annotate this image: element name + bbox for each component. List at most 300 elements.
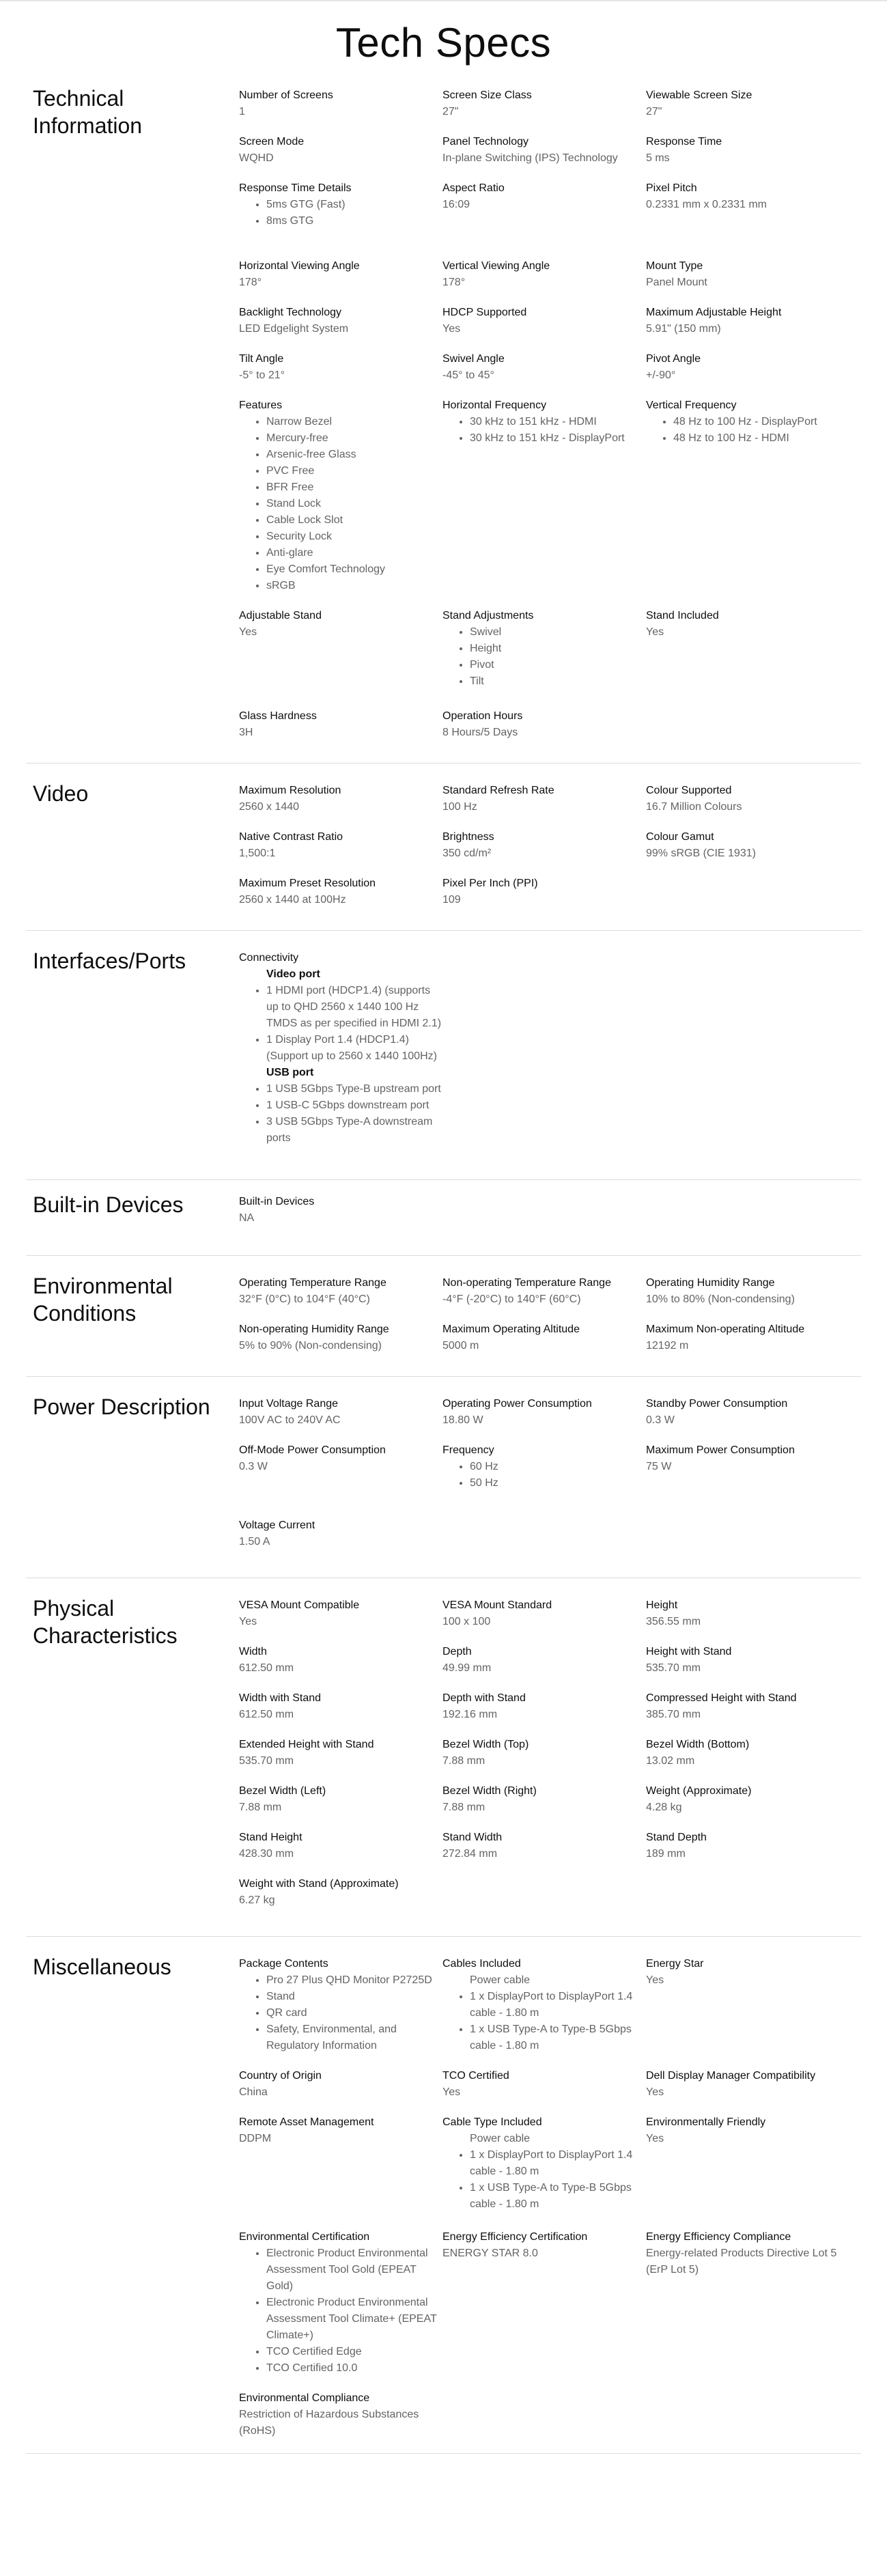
spec-list xyxy=(442,624,646,690)
spec-value: LED Edgelight System xyxy=(239,323,349,335)
spec-value: 75 W xyxy=(646,1461,672,1472)
list-item: • TCO Certified Edge xyxy=(266,2344,442,2360)
spec-vertical-viewing-angle xyxy=(442,258,646,291)
list-item: • 1 x DisplayPort to DisplayPort 1.4 cable - 1.80 m xyxy=(470,2147,646,2180)
spec-list xyxy=(239,197,442,229)
spec-label: Maximum Non-operating Altitude xyxy=(646,1324,805,1335)
spec-sections xyxy=(0,67,887,2454)
spec-value: China xyxy=(239,2086,268,2098)
spec-value: 109 xyxy=(442,894,461,906)
spec-label: Cable Type Included xyxy=(442,2116,542,2128)
spec-section-built-in-devices xyxy=(26,1180,861,1256)
spec-label: Height xyxy=(646,1599,678,1611)
spec-brightness xyxy=(442,829,646,862)
section-title: Environmental Conditions xyxy=(33,1274,173,1326)
spec-backlight-technology xyxy=(239,305,442,337)
list-item: • 30 kHz to 151 kHz - HDMI xyxy=(470,414,646,430)
spec-label: Frequency xyxy=(442,1444,494,1456)
spec-maximum-non-operating-altitude xyxy=(646,1321,849,1354)
spec-value: WQHD xyxy=(239,152,274,164)
spec-value: 178° xyxy=(442,277,466,288)
spec-value: 1 xyxy=(239,106,245,117)
list-item: • 1 Display Port 1.4 (HDCP1.4) (Support up to 2560 x 1440 100Hz) xyxy=(266,1032,442,1065)
spec-value: 100V AC to 240V AC xyxy=(239,1414,341,1426)
spec-value: 0.3 W xyxy=(646,1414,675,1426)
spec-value: 2560 x 1440 xyxy=(239,801,300,813)
spec-response-time xyxy=(646,134,849,167)
spec-label: Stand Width xyxy=(442,1832,503,1843)
spec-grid xyxy=(239,1597,861,1909)
spec-label: Package Contents xyxy=(239,1958,328,1970)
spec-off-mode-power-consumption xyxy=(239,1442,442,1475)
spec-label: Horizontal Frequency xyxy=(442,400,547,411)
spec-label: Energy Efficiency Certification xyxy=(442,2231,588,2243)
spec-stand-width xyxy=(442,1830,646,1862)
spec-environmentally-friendly xyxy=(646,2114,849,2147)
spec-weight-approximate xyxy=(646,1783,849,1816)
spec-label: Response Time xyxy=(646,136,722,148)
spec-list xyxy=(239,1972,442,2054)
spec-label: Operating Power Consumption xyxy=(442,1398,592,1410)
spec-horizontal-frequency xyxy=(442,397,646,447)
spec-grid xyxy=(239,950,861,1147)
list-item: • PVC Free xyxy=(266,463,442,479)
spec-value: 272.84 mm xyxy=(442,1848,498,1860)
spec-screen-mode xyxy=(239,134,442,167)
list-item: • sRGB xyxy=(266,578,442,594)
spec-lead: Power cable xyxy=(470,1974,531,1986)
spec-value: 5000 m xyxy=(442,1340,479,1352)
spec-operation-hours xyxy=(442,708,646,741)
spec-list xyxy=(442,2147,646,2213)
list-item: • Anti-glare xyxy=(266,545,442,561)
spec-value: 5% to 90% (Non-condensing) xyxy=(239,1340,382,1352)
spec-label: Environmentally Friendly xyxy=(646,2116,766,2128)
spec-adjustable-stand xyxy=(239,608,442,641)
list-item: • Tilt xyxy=(470,673,646,690)
spec-label: Stand Depth xyxy=(646,1832,707,1843)
spec-label: Maximum Power Consumption xyxy=(646,1444,795,1456)
spec-label: Aspect Ratio xyxy=(442,182,505,194)
spec-value: 0.3 W xyxy=(239,1461,268,1472)
list-item: • 48 Hz to 100 Hz - DisplayPort xyxy=(673,414,849,430)
spec-value: 7.88 mm xyxy=(239,1802,282,1813)
spec-operating-power-consumption xyxy=(442,1396,646,1429)
spec-list xyxy=(442,414,646,447)
spec-aspect-ratio xyxy=(442,180,646,213)
spec-value: 535.70 mm xyxy=(646,1662,701,1674)
spec-features xyxy=(239,397,442,594)
list-item: • Cable Lock Slot xyxy=(266,512,442,529)
list-item: • Eye Comfort Technology xyxy=(266,561,442,578)
spec-label: Pivot Angle xyxy=(646,353,701,365)
spec-extended-height-with-stand xyxy=(239,1737,442,1769)
spec-value: 0.2331 mm x 0.2331 mm xyxy=(646,199,767,210)
spec-label: Stand Height xyxy=(239,1832,302,1843)
spec-maximum-resolution xyxy=(239,783,442,815)
spec-cable-type-included xyxy=(442,2114,646,2213)
spec-value: ENERGY STAR 8.0 xyxy=(442,2248,538,2259)
spec-value: 6.27 kg xyxy=(239,1894,275,1906)
spec-value: Restriction of Hazardous Substances (RoHS) xyxy=(239,2409,419,2437)
spec-value: 16.7 Million Colours xyxy=(646,801,742,813)
spec-label: Operating Humidity Range xyxy=(646,1277,775,1289)
list-item: • Stand Lock xyxy=(266,496,442,512)
spec-grid xyxy=(239,87,861,741)
list-item: • 1 HDMI port (HDCP1.4) (supports up to QHD 2560 x 1440 100 Hz TMDS as per specified in HDMI 2.1) xyxy=(266,983,442,1032)
spec-label: Bezel Width (Bottom) xyxy=(646,1739,750,1750)
spec-section-physical-characteristics xyxy=(26,1578,861,1937)
list-item: • 30 kHz to 151 kHz - DisplayPort xyxy=(470,430,646,447)
spec-value: Yes xyxy=(239,626,257,638)
spec-non-operating-temperature-range xyxy=(442,1275,646,1308)
list-item: • Narrow Bezel xyxy=(266,414,442,430)
spec-package-contents xyxy=(239,1956,442,2054)
list-item: • 1 USB-C 5Gbps downstream port xyxy=(266,1097,442,1114)
spec-label: Dell Display Manager Compatibility xyxy=(646,2070,816,2082)
spec-label: Glass Hardness xyxy=(239,710,317,722)
spec-connectivity xyxy=(239,950,442,1147)
spec-section-interfaces-ports xyxy=(26,931,861,1180)
spec-lead: Power cable xyxy=(470,2133,531,2144)
spec-label: Pixel Pitch xyxy=(646,182,697,194)
spec-label: VESA Mount Compatible xyxy=(239,1599,360,1611)
spec-label: Pixel Per Inch (PPI) xyxy=(442,878,538,889)
list-item: • Pivot xyxy=(470,657,646,673)
spec-section-miscellaneous xyxy=(26,1937,861,2454)
spec-bezel-width-left xyxy=(239,1783,442,1816)
section-title: Miscellaneous xyxy=(33,1955,171,1979)
spec-label: Energy Efficiency Compliance xyxy=(646,2231,791,2243)
spec-operating-temperature-range xyxy=(239,1275,442,1308)
spec-label: TCO Certified xyxy=(442,2070,509,2082)
spec-label: Cables Included xyxy=(442,1958,521,1970)
spec-bezel-width-bottom xyxy=(646,1737,849,1769)
spec-label: Bezel Width (Right) xyxy=(442,1785,537,1797)
spec-label: Vertical Frequency xyxy=(646,400,737,411)
spec-label: Depth xyxy=(442,1646,472,1657)
spec-value: 99% sRGB (CIE 1931) xyxy=(646,848,756,859)
spec-label: Connectivity xyxy=(239,952,299,964)
spec-value: 18.80 W xyxy=(442,1414,483,1426)
usb-port-heading: USB port xyxy=(266,1067,314,1078)
spec-label: Environmental Compliance xyxy=(239,2392,370,2404)
spec-remote-asset-management xyxy=(239,2114,442,2147)
spec-standard-refresh-rate xyxy=(442,783,646,815)
spec-label: Bezel Width (Left) xyxy=(239,1785,326,1797)
top-divider xyxy=(0,0,887,1)
spec-label: Operation Hours xyxy=(442,710,523,722)
spec-value: Panel Mount xyxy=(646,277,707,288)
video-port-list xyxy=(239,983,442,1065)
spec-label: Maximum Operating Altitude xyxy=(442,1324,580,1335)
section-title: Technical Information xyxy=(33,86,143,138)
spec-compressed-height-with-stand xyxy=(646,1690,849,1723)
spec-label: Horizontal Viewing Angle xyxy=(239,260,360,272)
spec-value: In-plane Switching (IPS) Technology xyxy=(442,152,618,164)
spec-pixel-per-inch-ppi xyxy=(442,876,646,908)
spec-label: Colour Gamut xyxy=(646,831,714,843)
spec-tco-certified xyxy=(442,2068,646,2101)
spec-label: Response Time Details xyxy=(239,182,352,194)
spec-non-operating-humidity-range xyxy=(239,1321,442,1354)
spec-label: Height with Stand xyxy=(646,1646,732,1657)
list-item: • Pro 27 Plus QHD Monitor P2725D xyxy=(266,1972,442,1989)
spec-operating-humidity-range xyxy=(646,1275,849,1308)
spec-list xyxy=(646,414,849,447)
spec-vesa-mount-compatible xyxy=(239,1597,442,1630)
spec-value: 189 mm xyxy=(646,1848,686,1860)
spec-label: Built-in Devices xyxy=(239,1196,315,1207)
list-item: • QR card xyxy=(266,2005,442,2021)
spec-value: 16:09 xyxy=(442,199,470,210)
spec-depth xyxy=(442,1644,646,1677)
spec-label: Country of Origin xyxy=(239,2070,322,2082)
spec-energy-efficiency-compliance xyxy=(646,2229,849,2278)
spec-response-time-details xyxy=(239,180,442,229)
spec-width-with-stand xyxy=(239,1690,442,1723)
list-item: • 60 Hz xyxy=(470,1459,646,1475)
spec-hdcp-supported xyxy=(442,305,646,337)
list-item: • Electronic Product Environmental Assessment Tool Gold (EPEAT Gold) xyxy=(266,2245,442,2295)
spec-voltage-current xyxy=(239,1517,442,1550)
spec-label: Adjustable Stand xyxy=(239,610,322,621)
spec-label: VESA Mount Standard xyxy=(442,1599,552,1611)
spec-label: Screen Size Class xyxy=(442,89,532,101)
spec-label: Weight with Stand (Approximate) xyxy=(239,1878,399,1890)
spec-label: Weight (Approximate) xyxy=(646,1785,752,1797)
spec-energy-star xyxy=(646,1956,849,1989)
spec-value: 3H xyxy=(239,727,253,738)
spec-bezel-width-right xyxy=(442,1783,646,1816)
spec-value: Yes xyxy=(646,2086,664,2098)
spec-value: +/-90° xyxy=(646,369,676,381)
spec-stand-adjustments xyxy=(442,608,646,690)
spec-value: 7.88 mm xyxy=(442,1755,485,1767)
spec-native-contrast-ratio xyxy=(239,829,442,862)
spec-value: 178° xyxy=(239,277,262,288)
spec-value: 27" xyxy=(646,106,662,117)
spec-value: 8 Hours/5 Days xyxy=(442,727,518,738)
page-title: Tech Specs xyxy=(335,20,552,66)
spec-grid xyxy=(239,1956,861,2439)
spec-vesa-mount-standard xyxy=(442,1597,646,1630)
spec-label: Off-Mode Power Consumption xyxy=(239,1444,386,1456)
list-item: • 1 x DisplayPort to DisplayPort 1.4 cable - 1.80 m xyxy=(470,1989,646,2021)
spec-label: Screen Mode xyxy=(239,136,305,148)
spec-value: 12192 m xyxy=(646,1340,689,1352)
spec-value: 13.02 mm xyxy=(646,1755,695,1767)
spec-value: 10% to 80% (Non-condensing) xyxy=(646,1293,795,1305)
spec-value: 100 x 100 xyxy=(442,1616,491,1627)
spec-built-in-devices xyxy=(239,1194,442,1227)
list-item: • BFR Free xyxy=(266,479,442,496)
spec-label: Vertical Viewing Angle xyxy=(442,260,550,272)
spec-width xyxy=(239,1644,442,1677)
section-title: Video xyxy=(33,781,89,806)
spec-value: 350 cd/m² xyxy=(442,848,492,859)
spec-label: Maximum Resolution xyxy=(239,785,341,796)
spec-label: Features xyxy=(239,400,283,411)
spec-value: -5° to 21° xyxy=(239,369,285,381)
spec-value: 7.88 mm xyxy=(442,1802,485,1813)
section-title: Interfaces/Ports xyxy=(33,949,186,973)
spec-label: Operating Temperature Range xyxy=(239,1277,386,1289)
spec-glass-hardness xyxy=(239,708,442,741)
video-port-heading: Video port xyxy=(266,968,320,980)
spec-stand-height xyxy=(239,1830,442,1862)
list-item: • Stand xyxy=(266,1989,442,2005)
spec-tilt-angle xyxy=(239,351,442,384)
spec-label: Non-operating Humidity Range xyxy=(239,1324,389,1335)
spec-maximum-preset-resolution xyxy=(239,876,442,908)
spec-frequency xyxy=(442,1442,646,1492)
spec-value: Energy-related Products Directive Lot 5 (ErP Lot 5) xyxy=(646,2248,837,2276)
spec-label: Input Voltage Range xyxy=(239,1398,339,1410)
spec-value: 49.99 mm xyxy=(442,1662,492,1674)
spec-value: Yes xyxy=(442,323,461,335)
spec-label: Standard Refresh Rate xyxy=(442,785,554,796)
spec-value: -4°F (-20°C) to 140°F (60°C) xyxy=(442,1293,581,1305)
spec-value: 192.16 mm xyxy=(442,1709,498,1720)
spec-number-of-screens xyxy=(239,87,442,120)
list-item: • TCO Certified 10.0 xyxy=(266,2360,442,2377)
spec-label: Maximum Preset Resolution xyxy=(239,878,376,889)
spec-screen-size-class xyxy=(442,87,646,120)
section-title: Physical Characteristics xyxy=(33,1596,178,1648)
spec-grid xyxy=(239,1275,861,1354)
spec-value: Yes xyxy=(239,1616,257,1627)
list-item: • 1 USB 5Gbps Type-B upstream port xyxy=(266,1081,442,1097)
spec-value: 1,500:1 xyxy=(239,848,276,859)
spec-label: Backlight Technology xyxy=(239,307,342,318)
list-item: • 8ms GTG xyxy=(266,213,442,229)
spec-weight-with-stand-approximate xyxy=(239,1876,442,1909)
spec-label: Stand Adjustments xyxy=(442,610,534,621)
spec-label: Remote Asset Management xyxy=(239,2116,374,2128)
spec-colour-gamut xyxy=(646,829,849,862)
spec-label: Stand Included xyxy=(646,610,719,621)
spec-environmental-compliance xyxy=(239,2390,442,2439)
spec-value: 356.55 mm xyxy=(646,1616,701,1627)
list-item: • 48 Hz to 100 Hz - HDMI xyxy=(673,430,849,447)
spec-section-environmental-conditions xyxy=(26,1256,861,1377)
spec-label: Viewable Screen Size xyxy=(646,89,752,101)
spec-value: -45° to 45° xyxy=(442,369,494,381)
spec-label: Tilt Angle xyxy=(239,353,284,365)
spec-section-technical-information xyxy=(26,67,861,764)
spec-label: HDCP Supported xyxy=(442,307,527,318)
spec-standby-power-consumption xyxy=(646,1396,849,1429)
spec-label: Swivel Angle xyxy=(442,353,505,365)
spec-value: NA xyxy=(239,1212,255,1224)
spec-value: 4.28 kg xyxy=(646,1802,682,1813)
list-item: • 50 Hz xyxy=(470,1475,646,1492)
spec-label: Native Contrast Ratio xyxy=(239,831,343,843)
spec-value: Yes xyxy=(646,626,664,638)
list-item: • 3 USB 5Gbps Type-A downstream ports xyxy=(266,1114,442,1147)
spec-section-video xyxy=(26,764,861,931)
spec-grid xyxy=(239,1396,861,1550)
list-item: • 5ms GTG (Fast) xyxy=(266,197,442,213)
spec-label: Non-operating Temperature Range xyxy=(442,1277,611,1289)
spec-vertical-frequency xyxy=(646,397,849,447)
spec-energy-efficiency-certification xyxy=(442,2229,646,2262)
spec-label: Brightness xyxy=(442,831,494,843)
spec-horizontal-viewing-angle xyxy=(239,258,442,291)
list-item: • 1 x USB Type-A to Type-B 5Gbps cable - 1.80 m xyxy=(470,2021,646,2054)
list-item: • Electronic Product Environmental Assessment Tool Climate+ (EPEAT Climate+) xyxy=(266,2295,442,2344)
spec-label: Extended Height with Stand xyxy=(239,1739,374,1750)
spec-value: 32°F (0°C) to 104°F (40°C) xyxy=(239,1293,370,1305)
spec-section-power-description xyxy=(26,1377,861,1578)
section-title: Built-in Devices xyxy=(33,1192,184,1217)
spec-depth-with-stand xyxy=(442,1690,646,1723)
usb-port-list xyxy=(239,1081,442,1147)
list-item: • Arsenic-free Glass xyxy=(266,447,442,463)
spec-list xyxy=(239,414,442,594)
spec-label: Bezel Width (Top) xyxy=(442,1739,529,1750)
spec-label: Colour Supported xyxy=(646,785,732,796)
spec-viewable-screen-size xyxy=(646,87,849,120)
spec-list xyxy=(239,2245,442,2377)
spec-stand-included xyxy=(646,608,849,641)
spec-label: Energy Star xyxy=(646,1958,704,1970)
spec-mount-type xyxy=(646,258,849,291)
spec-list xyxy=(442,1989,646,2054)
spec-value: 5.91" (150 mm) xyxy=(646,323,721,335)
spec-cables-included xyxy=(442,1956,646,2054)
spec-value: 27" xyxy=(442,106,459,117)
spec-pivot-angle xyxy=(646,351,849,384)
spec-maximum-operating-altitude xyxy=(442,1321,646,1354)
spec-height-with-stand xyxy=(646,1644,849,1677)
spec-label: Panel Technology xyxy=(442,136,529,148)
spec-country-of-origin xyxy=(239,2068,442,2101)
spec-list xyxy=(442,1459,646,1492)
section-title: Power Description xyxy=(33,1395,210,1419)
spec-label: Environmental Certification xyxy=(239,2231,370,2243)
spec-height xyxy=(646,1597,849,1630)
spec-environmental-certification xyxy=(239,2229,442,2377)
spec-value: 5 ms xyxy=(646,152,670,164)
list-item: • Swivel xyxy=(470,624,646,641)
spec-swivel-angle xyxy=(442,351,646,384)
spec-value: 2560 x 1440 at 100Hz xyxy=(239,894,346,906)
spec-value: 385.70 mm xyxy=(646,1709,701,1720)
spec-label: Compressed Height with Stand xyxy=(646,1692,797,1704)
spec-value: 1.50 A xyxy=(239,1536,270,1548)
spec-label: Number of Screens xyxy=(239,89,333,101)
spec-value: Yes xyxy=(646,1974,664,1986)
spec-stand-depth xyxy=(646,1830,849,1862)
spec-label: Standby Power Consumption xyxy=(646,1398,788,1410)
list-item: • 1 x USB Type-A to Type-B 5Gbps cable - 1.80 m xyxy=(470,2180,646,2213)
spec-bezel-width-top xyxy=(442,1737,646,1769)
spec-value: 535.70 mm xyxy=(239,1755,294,1767)
spec-grid xyxy=(239,1194,861,1227)
spec-value: DDPM xyxy=(239,2133,272,2144)
spec-maximum-power-consumption xyxy=(646,1442,849,1475)
spec-value: Yes xyxy=(646,2133,664,2144)
spec-panel-technology xyxy=(442,134,646,167)
spec-label: Mount Type xyxy=(646,260,703,272)
spec-label: Width with Stand xyxy=(239,1692,322,1704)
spec-pixel-pitch xyxy=(646,180,849,213)
spec-colour-supported xyxy=(646,783,849,815)
spec-maximum-adjustable-height xyxy=(646,305,849,337)
spec-label: Voltage Current xyxy=(239,1520,315,1531)
